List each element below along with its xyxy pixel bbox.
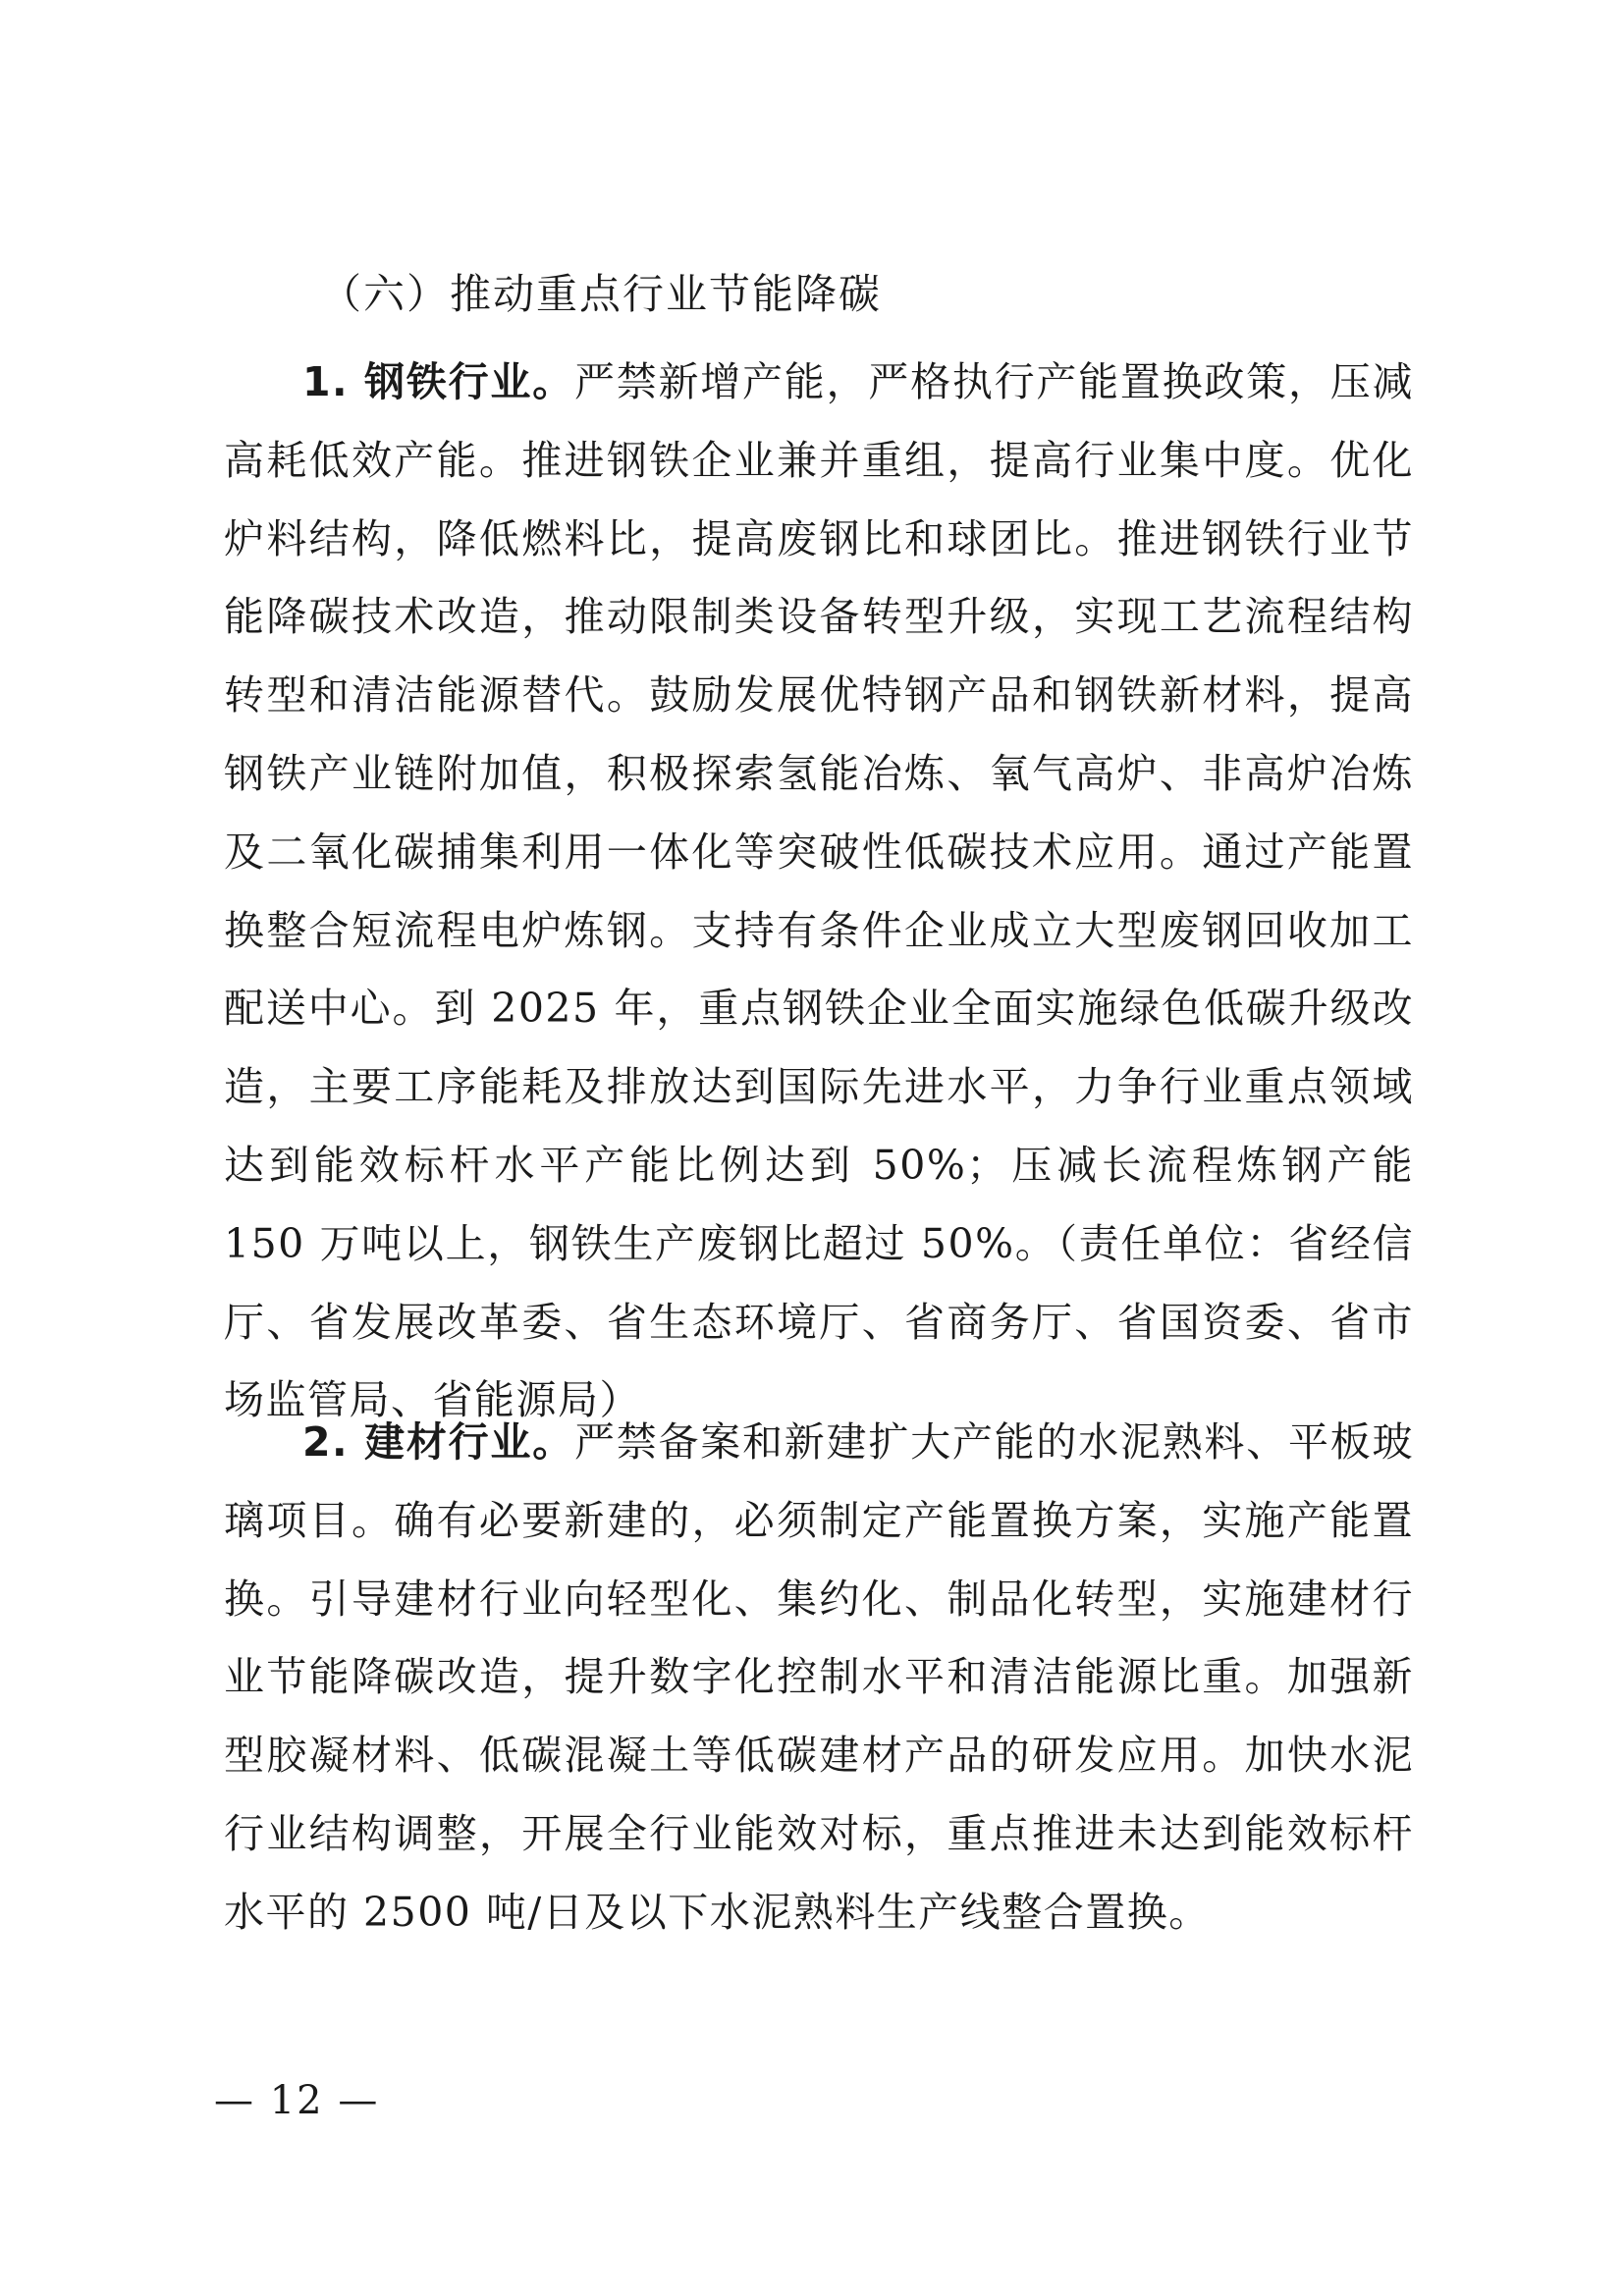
paragraph-body-steel: 严禁新增产能，严格执行产能置换政策，压减高耗低效产能。推进钢铁企业兼并重组，提高行业集中度。优化炉料结构，降低燃料比，提高废钢比和球团比。推进钢铁行业节能降碳技术改造，推动限制类设备转型升级，实现工艺流程结构转型和清洁能源替代。鼓励发展优特钢产品和钢铁新材料，提高钢铁产业链附加值，积极探索氢能冶炼、氧气高炉、非高炉冶炼及二氧化碳捕集利用一体化等突破性低碳技术应用。通过产能置换整合短流程电炉炼钢。支持有条件企业成立大型废钢回收加工配送中心。到 2025 年，重点钢铁企业全面实施绿色低碳升级改造，主要工序能耗及排放达到国际先进水平，力争行业重点领域达到能效标杆水平产能比例达到 50%；压减长流程炼钢产能 150 万吨以上，钢铁生产废钢比超过 50%。（责任单位：省经信厅、省发展改革委、省生态环境厅、省商务厅、省国资委、省市场监管局、省能源局） bbox=[224, 358, 1414, 1424]
page-number: — 12 — bbox=[214, 2078, 380, 2123]
paragraph-lead-building-materials: 2. 建材行业。 bbox=[302, 1418, 574, 1466]
section-heading: （六）推动重点行业节能降碳 bbox=[320, 270, 883, 318]
paragraph-body-building-materials: 严禁备案和新建扩大产能的水泥熟料、平板玻璃项目。确有必要新建的，必须制定产能置换方案，实施产能置换。引导建材行业向轻型化、集约化、制品化转型，实施建材行业节能降碳改造，提升数字化控制水平和清洁能源比重。加强新型胶凝材料、低碳混凝土等低碳建材产品的研发应用。加快水泥行业结构调整，开展全行业能效对标，重点推进未达到能效标杆水平的 2500 吨/日及以下水泥熟料生产线整合置换。 bbox=[224, 1418, 1414, 1936]
paragraph-lead-steel: 1. 钢铁行业。 bbox=[302, 358, 574, 405]
paragraph-steel-industry bbox=[224, 344, 1414, 1440]
paragraph-building-materials bbox=[224, 1404, 1414, 1952]
